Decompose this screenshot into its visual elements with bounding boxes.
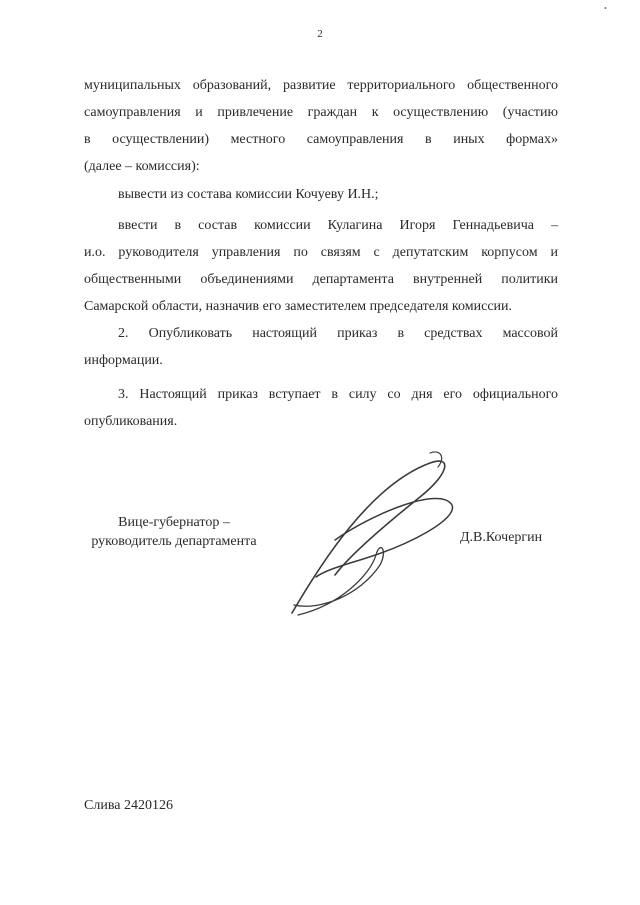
item-2-line-1: 2. Опубликовать настоящий приказ в средствах массовой	[118, 326, 558, 341]
body-line-4: (далее – комиссия):	[84, 159, 200, 174]
body-line-2: самоуправления и привлечение граждан к осуществлению (участию	[84, 105, 558, 120]
signer-title-2: руководитель департамента	[91, 534, 257, 549]
body-line-7: и.о. руководителя управления по связям с депутатским корпусом и	[84, 245, 558, 260]
body-line-9: Самарской области, назначив его заместителем председателя комиссии.	[84, 299, 513, 314]
item-3-line-1: 3. Настоящий приказ вступает в силу со дня его официального	[118, 387, 558, 402]
body-line-3: в осуществлении) местного самоуправления в иных формах»	[84, 132, 558, 147]
handwritten-signature	[280, 445, 470, 620]
item-3-line-2: опубликования.	[84, 414, 178, 429]
body-line-6: ввести в состав комиссии Кулагина Игоря Геннадьевича –	[118, 218, 558, 233]
corner-mark: •	[604, 4, 607, 13]
body-line-8: общественными объединениями департамента внутренней политики	[84, 272, 558, 287]
body-line-1: муниципальных образований, развитие территориального общественного	[84, 78, 558, 93]
signer-name: Д.В.Кочергин	[460, 530, 543, 545]
item-2-line-2: информации.	[84, 353, 163, 368]
body-line-5: вывести из состава комиссии Кочуеву И.Н.;	[118, 187, 379, 202]
page-number: 2	[317, 28, 323, 40]
signer-title-1: Вице-губернатор –	[118, 515, 230, 530]
footer-code: Слива 2420126	[84, 798, 173, 813]
